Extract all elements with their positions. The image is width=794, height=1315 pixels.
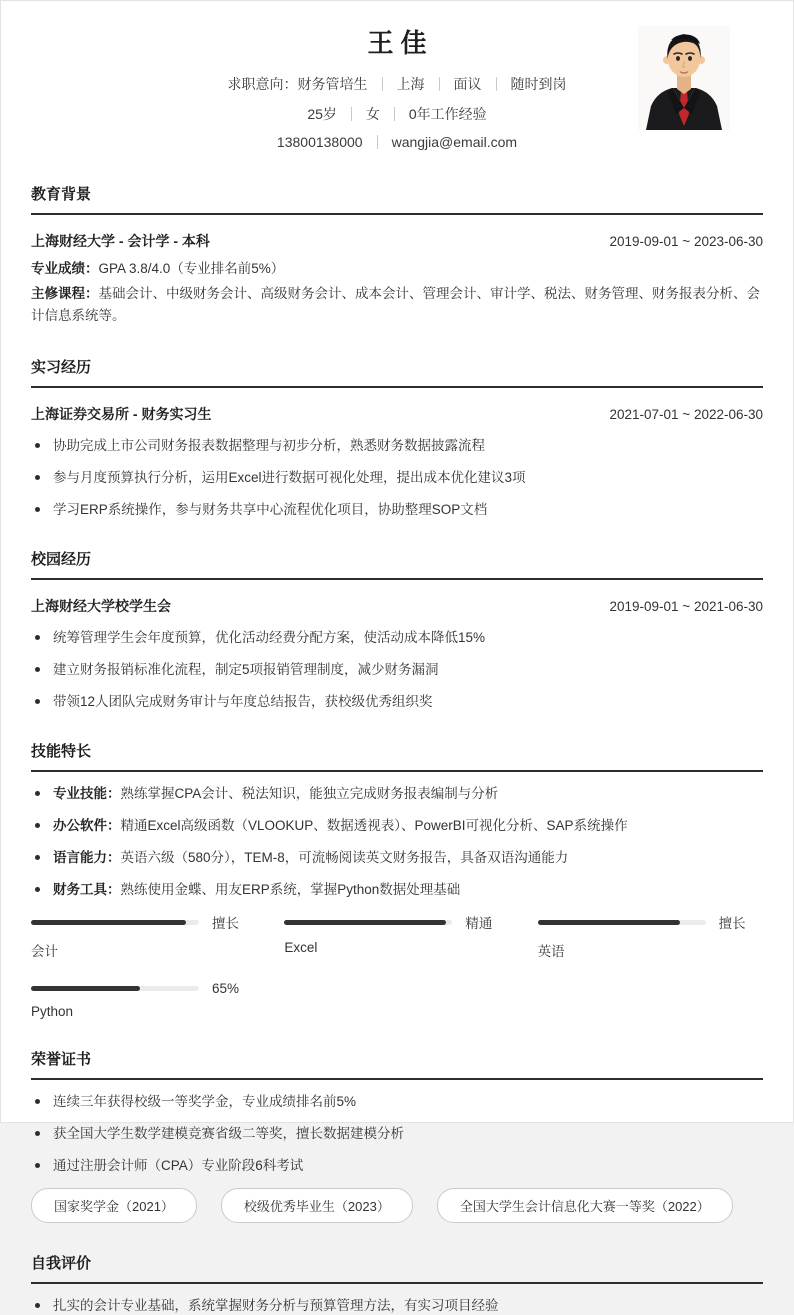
section-title-skills: 技能特长 xyxy=(31,740,763,772)
bar-level: 65% xyxy=(212,981,240,996)
bar-row xyxy=(538,912,763,932)
honor-badges xyxy=(31,1188,763,1223)
separator xyxy=(394,107,395,121)
skill-label: 专业技能： xyxy=(53,786,121,801)
bullet-dot xyxy=(35,635,40,640)
skill-text: 熟练掌握CPA会计、税法知识，能独立完成财务报表编制与分析 xyxy=(120,786,499,801)
campus-bullets xyxy=(31,628,763,711)
bar-track xyxy=(31,986,199,991)
skill-bars xyxy=(31,912,763,1019)
education-entry-date: 2019-09-01 ~ 2023-06-30 xyxy=(609,234,763,249)
section-campus xyxy=(31,548,763,711)
bullet-text xyxy=(53,784,498,803)
gender: 女 xyxy=(365,106,380,122)
bullet-text: 协助完成上市公司财务报表数据整理与初步分析，熟悉财务数据披露流程 xyxy=(53,438,485,453)
internship-entry-date: 2021-07-01 ~ 2022-06-30 xyxy=(609,407,763,422)
bullet-item xyxy=(31,784,763,803)
bar-name: 英语 xyxy=(537,944,565,959)
skills-bullets xyxy=(31,784,763,899)
section-internship xyxy=(31,356,763,519)
separator xyxy=(439,77,440,91)
bullet-item xyxy=(31,880,763,899)
skill-label: 办公软件： xyxy=(53,818,121,833)
bullet-text: 连续三年获得校级一等奖学金，专业成绩排名前5% xyxy=(53,1094,357,1109)
bullet-dot xyxy=(35,667,40,672)
resume-header xyxy=(31,23,763,150)
bullet-text: 学习ERP系统操作，参与财务共享中心流程优化项目，协助整理SOP文档 xyxy=(53,502,488,517)
bullet-text: 通过注册会计师（CPA）专业阶段6科考试 xyxy=(53,1158,304,1173)
bullet-text: 带领12人团队完成财务审计与年度总结报告，获校级优秀组织奖 xyxy=(53,694,433,709)
bar-name: Python xyxy=(31,1004,74,1019)
campus-entry-head xyxy=(31,596,763,616)
salary: 面议 xyxy=(453,76,482,92)
skill-bar-english xyxy=(538,912,763,960)
bullet-dot xyxy=(35,1303,40,1308)
bullet-dot xyxy=(35,855,40,860)
skill-bar-excel xyxy=(284,912,509,960)
location: 上海 xyxy=(396,76,425,92)
bullet-text xyxy=(53,880,460,899)
bullet-item xyxy=(31,436,763,455)
skill-text: 熟练使用金蝶、用友ERP系统，掌握Python数据处理基础 xyxy=(120,882,461,897)
bar-level: 精通 xyxy=(465,916,493,931)
bullet-dot xyxy=(35,507,40,512)
avatar-illustration xyxy=(638,26,730,130)
bullet-item xyxy=(31,1092,763,1111)
bullet-item xyxy=(31,1124,763,1143)
skill-bar-accounting xyxy=(31,912,256,960)
bullet-dot xyxy=(35,1131,40,1136)
honor-badge: 国家奖学金（2021） xyxy=(31,1188,197,1223)
bullet-item xyxy=(31,692,763,711)
honor-badge: 校级优秀毕业生（2023） xyxy=(221,1188,413,1223)
skill-text: 英语六级（580分），TEM-8，可流畅阅读英文财务报告，具备双语沟通能力 xyxy=(120,850,569,865)
separator xyxy=(351,107,352,121)
self-evaluation-bullets xyxy=(31,1296,763,1315)
bar-track xyxy=(31,920,199,925)
availability: 随时到岗 xyxy=(510,76,567,92)
profile-photo xyxy=(638,26,730,130)
bar-row xyxy=(31,912,256,932)
bullet-dot xyxy=(35,791,40,796)
honor-badge: 全国大学生会计信息化大赛一等奖（2022） xyxy=(437,1188,733,1223)
bullet-item xyxy=(31,628,763,647)
age: 25岁 xyxy=(307,106,337,122)
bullet-item xyxy=(31,816,763,835)
section-title-internship: 实习经历 xyxy=(31,356,763,388)
bullet-text: 参与月度预算执行分析，运用Excel进行数据可视化处理，提出成本优化建议3项 xyxy=(53,470,526,485)
separator xyxy=(377,135,378,149)
bar-level: 擅长 xyxy=(212,916,239,931)
internship-bullets xyxy=(31,436,763,519)
separator xyxy=(382,77,383,91)
work-experience: 0年工作经验 xyxy=(408,106,487,122)
bullet-item xyxy=(31,1296,763,1315)
campus-entry-date: 2019-09-01 ~ 2021-06-30 xyxy=(609,599,763,614)
section-skills xyxy=(31,740,763,1019)
bullet-dot xyxy=(35,475,40,480)
bullet-dot xyxy=(35,699,40,704)
bar-fill xyxy=(538,920,681,925)
detail-label: 主修课程： xyxy=(31,286,99,301)
education-detail-gpa xyxy=(31,258,763,280)
internship-entry-title: 上海证券交易所 - 财务实习生 xyxy=(31,406,212,422)
skill-bar-python xyxy=(31,981,256,1019)
bar-row xyxy=(31,981,256,996)
skill-label: 财务工具： xyxy=(53,882,121,897)
bullet-text: 扎实的会计专业基础，系统掌握财务分析与预算管理方法，有实习项目经验 xyxy=(53,1298,499,1313)
email-address: wangjia@email.com xyxy=(391,134,518,150)
bar-fill xyxy=(31,986,140,991)
bar-fill xyxy=(31,920,186,925)
candidate-name: 王佳 xyxy=(367,28,434,58)
detail-text: GPA 3.8/4.0（专业排名前5%） xyxy=(98,261,285,276)
phone-number: 13800138000 xyxy=(276,134,363,150)
bullet-dot xyxy=(35,823,40,828)
bar-track xyxy=(538,920,706,925)
bullet-text: 建立财务报销标准化流程，制定5项报销管理制度，减少财务漏洞 xyxy=(53,662,439,677)
bullet-text xyxy=(53,816,628,835)
detail-text: 基础会计、中级财务会计、高级财务会计、成本会计、管理会计、审计学、税法、财务管理、财务报表分析、会计信息系统等。 xyxy=(31,286,760,323)
section-honors xyxy=(31,1048,763,1223)
education-detail-courses xyxy=(31,283,763,327)
bar-track xyxy=(284,920,452,925)
separator xyxy=(496,77,497,91)
bullet-dot xyxy=(35,1099,40,1104)
bullet-dot xyxy=(35,1163,40,1168)
bar-name: Excel xyxy=(284,940,318,955)
honors-bullets xyxy=(31,1092,763,1175)
skill-text: 精通Excel高级函数（VLOOKUP、数据透视表）、PowerBI可视化分析、SAP系统操作 xyxy=(120,818,628,833)
bar-name: 会计 xyxy=(31,944,58,959)
job-intent: 求职意向：财务管培生 xyxy=(227,76,368,92)
section-title-self-evaluation: 自我评价 xyxy=(31,1252,763,1284)
bullet-dot xyxy=(35,887,40,892)
bullet-item xyxy=(31,468,763,487)
bullet-dot xyxy=(35,443,40,448)
skill-label: 语言能力： xyxy=(53,850,121,865)
bar-fill xyxy=(284,920,445,925)
bullet-text xyxy=(53,848,568,867)
internship-entry-head xyxy=(31,404,763,424)
section-title-campus: 校园经历 xyxy=(31,548,763,580)
bullet-item xyxy=(31,500,763,519)
contact-line xyxy=(31,134,763,150)
section-title-honors: 荣誉证书 xyxy=(31,1048,763,1080)
detail-label: 专业成绩： xyxy=(31,261,99,276)
bullet-text: 统筹管理学生会年度预算，优化活动经费分配方案，使活动成本降低15% xyxy=(53,630,486,645)
bullet-text: 获全国大学生数学建模竞赛省级二等奖，擅长数据建模分析 xyxy=(53,1126,404,1141)
section-education xyxy=(31,183,763,327)
bullet-item xyxy=(31,1156,763,1175)
section-title-education: 教育背景 xyxy=(31,183,763,215)
education-entry-title: 上海财经大学 - 会计学 - 本科 xyxy=(31,233,210,249)
bullet-item xyxy=(31,848,763,867)
bar-level: 擅长 xyxy=(718,916,746,931)
education-entry-head xyxy=(31,231,763,251)
bullet-item xyxy=(31,660,763,679)
bar-row xyxy=(284,912,509,932)
section-self-evaluation xyxy=(31,1252,763,1315)
campus-entry-title: 上海财经大学校学生会 xyxy=(31,598,171,614)
